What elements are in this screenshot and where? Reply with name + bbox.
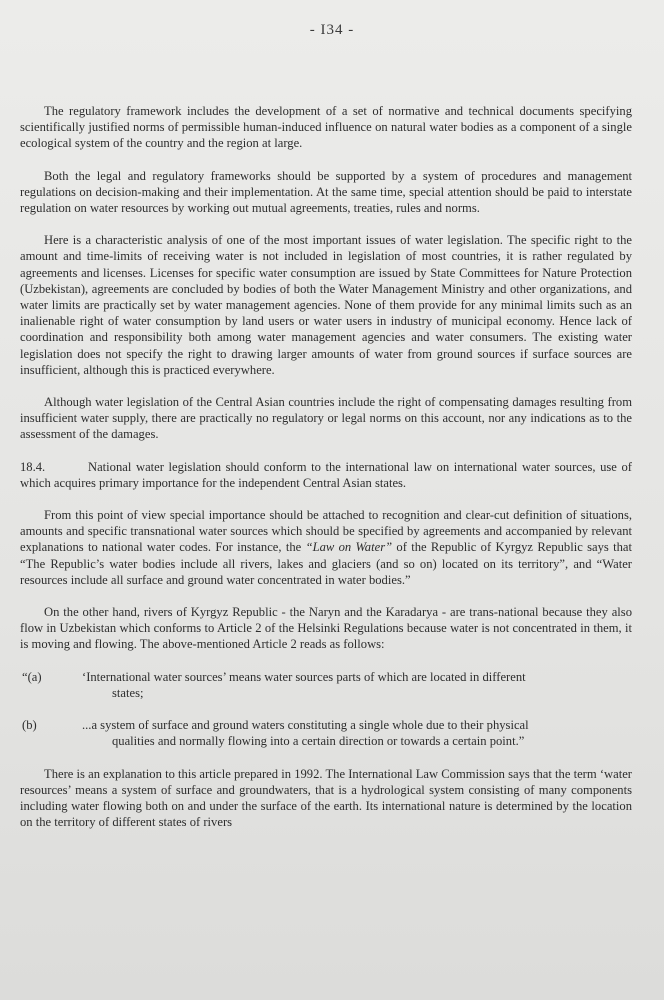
paragraph-compensating-damages: Although water legislation of the Central Asian countries include the right of compensating damages resulting from insufficient water supply, there are practically no regulatory or legal norms on this account, nor any indications as to the assessment of the damages. [20, 395, 632, 442]
paragraph-explanation-1992: There is an explanation to this article prepared in 1992. The International Law Commission says that the term ‘water resources’ means a system of surface and groundwaters, that is a hydrological system consisting of many components including water flowing both on and under the surface of the earth. Its international nature is determined by the location on the territory of different states of rivers [20, 766, 632, 830]
law-title: “Law on Water” [305, 540, 393, 555]
page-number: - I34 - [309, 22, 355, 38]
paragraph-special-importance [20, 507, 632, 588]
list-text-b-line2: qualities and normally flowing into a certain direction or towards a certain point.” [112, 734, 525, 749]
body-text [20, 103, 632, 846]
paragraph-characteristic-analysis: Here is a characteristic analysis of one of the most important issues of water legislation. The specific right to the amount and time-limits of receiving water is not included in legislation of most countries, it is rather regulated by agreements and licenses. Licenses for specific water consumption are issued by State Committees for Nature Protection (Uzbekistan), agreements are concluded by bodies of both the Water Management Ministry and other organizations, and water limits are practically set by water management agencies. None of them provide for any minimal limits such as an inalienable right of water consumption by land users or water users in industry of municipal economy. Hence lack of coordination and responsibility both among water management agencies and water consumers. The existing water legislation does not specify the right to drawing larger amounts of water from ground sources if surface sources are insufficient, although this is practiced everywhere. [20, 233, 632, 377]
paragraph-legal-frameworks: Both the legal and regulatory frameworks should be supported by a system of procedures and management regulations on decision-making and their implementation. At the same time, special attention should be paid to interstate regulation on water resources by working out mutual agreements, treaties, rules and norms. [20, 168, 632, 216]
paragraph-text-part-1: From this point of view special importance should be attached to recognition and clear-cut definition of situations, amounts and specific transnational water sources which should be specified by agreements and accompanied by relevant explanations to national water codes. For instance, the [20, 508, 632, 555]
section-text: National water legislation should conform to the international law on international water sources, use of which acquires primary importance for the independent Central Asian states. [20, 459, 632, 490]
list-text-b-line1: ...a system of surface and ground waters constituting a single whole due to their physical [82, 718, 529, 733]
list-text-b [82, 717, 632, 749]
list-text-a [82, 669, 632, 701]
list-marker-a: “(a) [22, 669, 42, 684]
list-text-a-line2: states; [112, 685, 144, 700]
paragraph-text-part-2: of the Republic of Kyrgyz Republic says that “The Republic’s water bodies include all rivers, lakes and glaciers (and so on) located on its territory”, and “Water resources include all surface and ground water concentrated in water bodies.” [20, 540, 632, 587]
list-text-a-line1: ‘International water sources’ means water sources parts of which are located in different [82, 669, 526, 684]
section-number: 18.4. [20, 459, 46, 474]
list-marker-b: (b) [22, 718, 37, 733]
paragraph-regulatory-framework: The regulatory framework includes the development of a set of normative and technical documents specifying scientifically justified norms of permissible human-induced influence on natural water bodies as a component of a single ecological system of the country and the region at large. [20, 104, 632, 151]
paragraph-rivers-kyrgyz: On the other hand, rivers of Kyrgyz Republic - the Naryn and the Karadarya - are trans-national because they also flow in Uzbekistan which conforms to Article 2 of the Helsinki Regulations because water is not concentrated in them, it is moving and flowing. The above-mentioned Article 2 reads as follows: [20, 605, 632, 652]
list-item-b [20, 717, 632, 749]
paragraph-section-18-4 [20, 459, 632, 491]
list-item-a [20, 669, 632, 701]
